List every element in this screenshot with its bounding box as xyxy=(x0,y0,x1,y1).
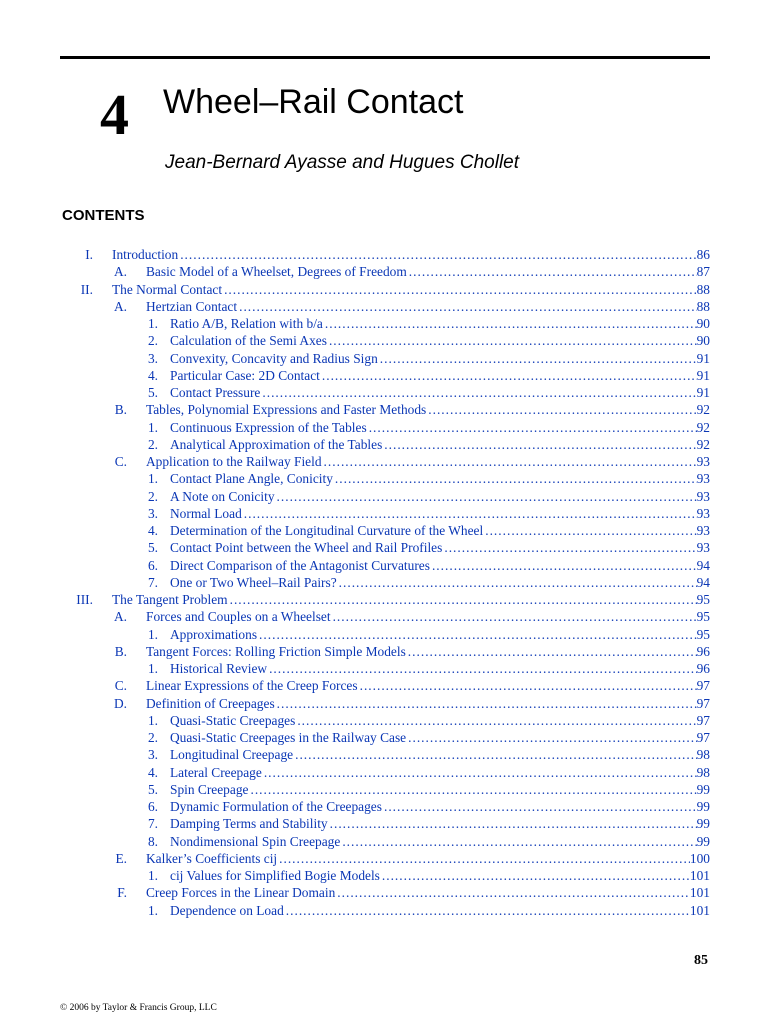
dot-leader xyxy=(237,298,697,315)
toc-entry-title: Longitudinal Creepage xyxy=(170,747,294,763)
toc-entry-number: II. xyxy=(80,281,93,297)
toc-entry-page: 91 xyxy=(696,385,710,400)
toc-entry-title: Approximations xyxy=(170,626,258,642)
dot-leader xyxy=(358,677,697,694)
toc-entry-page: 90 xyxy=(696,333,710,349)
toc-entry-number: 4. xyxy=(147,367,158,383)
toc-entry-number: B. xyxy=(114,402,127,418)
toc-entry-page: 97 xyxy=(696,712,710,728)
toc-entry[interactable] xyxy=(0,505,768,522)
toc-entry-number: 3. xyxy=(147,747,158,763)
toc-entry-page: 100 xyxy=(689,850,710,866)
toc-entry-number: 3. xyxy=(147,350,158,366)
toc-entry-title: Ratio A/B, Relation with b/a xyxy=(170,316,323,331)
toc-entry[interactable] xyxy=(0,884,768,901)
toc-entry-page: 94 xyxy=(696,574,710,590)
toc-entry-number: 1. xyxy=(147,471,158,487)
toc-entry-title: Definition of Creepages xyxy=(146,695,275,711)
toc-entry-number: 6. xyxy=(147,799,158,814)
toc-entry-title: Continuous Expression of the Tables xyxy=(170,419,367,435)
toc-entry-title: Contact Pressure xyxy=(170,385,261,400)
toc-entry-title: Dynamic Formulation of the Creepages xyxy=(170,799,382,814)
toc-entry[interactable] xyxy=(0,902,768,919)
toc-entry-title: One or Two Wheel–Rail Pairs? xyxy=(170,574,337,590)
dot-leader xyxy=(262,764,697,781)
toc-entry-page: 86 xyxy=(696,247,710,262)
toc-entry[interactable] xyxy=(0,850,768,867)
toc-entry-page: 96 xyxy=(696,661,710,676)
toc-entry[interactable] xyxy=(0,695,768,712)
toc-entry-number: 6. xyxy=(147,557,158,573)
toc-entry-page: 95 xyxy=(696,592,710,607)
toc-entry-title: Convexity, Concavity and Radius Sign xyxy=(170,350,378,366)
toc-entry-page: 94 xyxy=(696,557,710,573)
toc-entry-number: C. xyxy=(114,454,127,469)
toc-entry-number: 5. xyxy=(147,385,158,400)
toc-entry-page: 93 xyxy=(696,488,710,504)
toc-entry-title: Spin Creepage xyxy=(170,781,249,797)
toc-entry-number: 8. xyxy=(147,833,158,849)
dot-leader xyxy=(382,798,697,815)
dot-leader xyxy=(337,574,697,591)
toc-entry-page: 88 xyxy=(696,281,710,297)
toc-entry[interactable] xyxy=(0,798,768,815)
toc-entry-page: 92 xyxy=(696,436,710,452)
toc-entry-page: 91 xyxy=(696,367,710,383)
toc-entry[interactable] xyxy=(0,643,768,660)
dot-leader xyxy=(295,712,696,729)
toc-entry[interactable] xyxy=(0,781,768,798)
toc-entry[interactable] xyxy=(0,712,768,729)
toc-entry-page: 91 xyxy=(696,350,710,366)
toc-entry-title: Forces and Couples on a Wheelset xyxy=(146,609,331,625)
toc-entry-number: 2. xyxy=(147,436,158,452)
toc-entry-title: Introduction xyxy=(112,247,179,262)
copyright-notice: © 2006 by Taylor & Francis Group, LLC xyxy=(60,1003,217,1013)
toc-entry-page: 99 xyxy=(696,799,710,814)
chapter-authors: Jean-Bernard Ayasse and Hugues Chollet xyxy=(165,152,520,173)
toc-entry-title: The Tangent Problem xyxy=(112,592,228,607)
toc-entry[interactable] xyxy=(0,436,768,453)
toc-entry-page: 96 xyxy=(696,643,710,659)
dot-leader xyxy=(367,419,697,436)
toc-entry-page: 88 xyxy=(696,298,710,314)
dot-leader xyxy=(248,781,696,798)
toc-entry-title: Direct Comparison of the Antagonist Curvatures xyxy=(170,557,430,573)
dot-leader xyxy=(242,505,697,522)
toc-entry[interactable] xyxy=(0,453,768,470)
dot-leader xyxy=(407,263,697,280)
toc-entry-title: Analytical Approximation of the Tables xyxy=(170,436,383,452)
toc-entry-title: Determination of the Longitudinal Curvature of the Wheel xyxy=(170,523,484,538)
toc-entry-page: 93 xyxy=(696,505,710,521)
toc-entry[interactable] xyxy=(0,557,768,574)
toc-entry-page: 87 xyxy=(696,264,710,280)
toc-entry-title: Contact Point between the Wheel and Rail Profiles xyxy=(170,540,443,556)
toc-entry-page: 93 xyxy=(696,471,710,487)
dot-leader xyxy=(320,367,697,384)
toc-entry[interactable] xyxy=(0,867,768,884)
toc-entry-number: III. xyxy=(76,592,93,607)
toc-entry-page: 92 xyxy=(696,419,710,435)
toc-entry-number: A. xyxy=(113,264,127,280)
toc-entry-number: 5. xyxy=(147,540,158,556)
toc-entry-title: A Note on Conicity xyxy=(170,488,275,504)
toc-entry-title: Creep Forces in the Linear Domain xyxy=(146,885,336,901)
toc-entry-number: A. xyxy=(113,298,127,314)
toc-entry-number: 2. xyxy=(147,730,158,745)
toc-entry[interactable] xyxy=(0,401,768,418)
toc-entry-title: cij Values for Simplified Bogie Models xyxy=(170,868,380,883)
toc-entry[interactable] xyxy=(0,764,768,781)
toc-entry-number: 5. xyxy=(147,781,158,797)
toc-entry-number: 1. xyxy=(147,902,158,918)
toc-entry-page: 99 xyxy=(696,833,710,849)
dot-leader xyxy=(426,401,696,418)
toc-entry-number: 1. xyxy=(147,419,158,435)
toc-entry[interactable] xyxy=(0,470,768,487)
toc-entry-page: 95 xyxy=(696,609,710,625)
toc-entry[interactable] xyxy=(0,660,768,677)
dot-leader xyxy=(331,608,697,625)
toc-entry-title: Application to the Railway Field xyxy=(146,454,322,469)
dot-leader xyxy=(323,315,697,332)
toc-entry-title: Nondimensional Spin Creepage xyxy=(170,833,341,849)
table-of-contents xyxy=(0,246,768,919)
toc-entry-page: 101 xyxy=(689,885,710,901)
toc-entry-number: D. xyxy=(113,695,127,711)
toc-entry-number: 7. xyxy=(147,574,158,590)
toc-entry[interactable] xyxy=(0,350,768,367)
toc-entry-title: Kalker’s Coefficients cij xyxy=(146,850,278,866)
chapter-number: 4 xyxy=(100,82,129,147)
toc-entry-number: C. xyxy=(114,678,127,694)
dot-leader xyxy=(327,332,697,349)
chapter-title: Wheel–Rail Contact xyxy=(163,83,464,121)
toc-entry-page: 95 xyxy=(696,626,710,642)
toc-entry-title: Contact Plane Angle, Conicity xyxy=(170,471,333,487)
dot-leader xyxy=(483,522,696,539)
toc-entry[interactable] xyxy=(0,591,768,608)
dot-leader xyxy=(293,746,697,763)
toc-entry-number: B. xyxy=(114,643,127,659)
toc-entry-number: E. xyxy=(115,850,127,866)
toc-entry-number: 3. xyxy=(147,505,158,521)
dot-leader xyxy=(378,350,697,367)
toc-entry[interactable] xyxy=(0,608,768,625)
dot-leader xyxy=(257,626,697,643)
toc-entry-page: 101 xyxy=(689,902,710,918)
toc-entry-title: Dependence on Load xyxy=(170,902,284,918)
dot-leader xyxy=(328,815,697,832)
toc-entry[interactable] xyxy=(0,263,768,280)
toc-entry-page: 93 xyxy=(696,454,710,469)
toc-entry-page: 93 xyxy=(696,523,710,538)
toc-entry[interactable] xyxy=(0,746,768,763)
dot-leader xyxy=(406,643,697,660)
dot-leader xyxy=(322,453,697,470)
toc-entry-page: 90 xyxy=(696,316,710,331)
toc-entry-number: 7. xyxy=(147,816,158,832)
toc-entry-number: 1. xyxy=(147,712,158,728)
dot-leader xyxy=(275,488,697,505)
dot-leader xyxy=(260,384,696,401)
toc-entry-title: Lateral Creepage xyxy=(170,764,262,780)
toc-entry-page: 99 xyxy=(696,781,710,797)
toc-entry[interactable] xyxy=(0,298,768,315)
dot-leader xyxy=(275,695,697,712)
toc-entry[interactable] xyxy=(0,367,768,384)
toc-entry-number: I. xyxy=(85,247,93,262)
dot-leader xyxy=(333,470,697,487)
toc-entry[interactable] xyxy=(0,677,768,694)
dot-leader xyxy=(380,867,690,884)
dot-leader xyxy=(178,246,696,263)
dot-leader xyxy=(430,557,697,574)
toc-entry-number: 4. xyxy=(147,523,158,538)
toc-entry-number: 2. xyxy=(147,333,158,349)
dot-leader xyxy=(382,436,696,453)
toc-entry[interactable] xyxy=(0,574,768,591)
toc-entry-page: 98 xyxy=(696,764,710,780)
dot-leader xyxy=(228,591,697,608)
toc-entry[interactable] xyxy=(0,522,768,539)
toc-entry-page: 92 xyxy=(696,402,710,418)
toc-entry-page: 97 xyxy=(696,678,710,694)
toc-entry-number: 1. xyxy=(147,316,158,331)
toc-entry[interactable] xyxy=(0,539,768,556)
toc-entry-number: 4. xyxy=(147,764,158,780)
toc-entry-number: F. xyxy=(117,885,127,901)
toc-entry[interactable] xyxy=(0,281,768,298)
dot-leader xyxy=(222,281,697,298)
toc-entry[interactable] xyxy=(0,815,768,832)
toc-entry-page: 93 xyxy=(696,540,710,556)
toc-entry-title: Linear Expressions of the Creep Forces xyxy=(146,678,358,694)
toc-entry[interactable] xyxy=(0,488,768,505)
toc-entry[interactable] xyxy=(0,833,768,850)
dot-leader xyxy=(406,729,696,746)
toc-entry-title: Damping Terms and Stability xyxy=(170,816,328,832)
dot-leader xyxy=(284,902,690,919)
toc-entry-number: 2. xyxy=(147,488,158,504)
toc-entry[interactable] xyxy=(0,315,768,332)
page-number: 85 xyxy=(694,953,708,968)
top-rule xyxy=(60,56,710,59)
dot-leader xyxy=(267,660,697,677)
toc-entry[interactable] xyxy=(0,246,768,263)
toc-entry-page: 98 xyxy=(696,747,710,763)
toc-entry-title: Historical Review xyxy=(170,661,268,676)
toc-entry-title: Hertzian Contact xyxy=(146,298,238,314)
toc-entry-page: 97 xyxy=(696,730,710,745)
toc-entry-page: 101 xyxy=(689,868,710,883)
toc-entry-title: Quasi-Static Creepages in the Railway Case xyxy=(170,730,407,745)
toc-entry-number: A. xyxy=(113,609,127,625)
toc-entry[interactable] xyxy=(0,626,768,643)
toc-entry-title: Particular Case: 2D Contact xyxy=(170,367,320,383)
toc-entry-title: Normal Load xyxy=(170,505,242,521)
dot-leader xyxy=(335,884,690,901)
toc-entry-number: 1. xyxy=(147,661,158,676)
toc-entry-number: 1. xyxy=(147,868,158,883)
dot-leader xyxy=(442,539,696,556)
toc-entry-title: Tangent Forces: Rolling Friction Simple Models xyxy=(146,643,406,659)
toc-entry[interactable] xyxy=(0,332,768,349)
toc-entry-title: Quasi-Static Creepages xyxy=(170,712,296,728)
toc-entry[interactable] xyxy=(0,419,768,436)
dot-leader xyxy=(340,833,696,850)
contents-heading: CONTENTS xyxy=(62,207,145,224)
toc-entry[interactable] xyxy=(0,729,768,746)
toc-entry[interactable] xyxy=(0,384,768,401)
toc-entry-number: 1. xyxy=(147,626,158,642)
toc-entry-page: 97 xyxy=(696,695,710,711)
dot-leader xyxy=(277,850,690,867)
toc-entry-title: Basic Model of a Wheelset, Degrees of Freedom xyxy=(146,264,407,280)
toc-entry-page: 99 xyxy=(696,816,710,832)
toc-entry-title: The Normal Contact xyxy=(112,281,223,297)
toc-entry-title: Tables, Polynomial Expressions and Faster Methods xyxy=(146,402,427,418)
toc-entry-title: Calculation of the Semi Axes xyxy=(170,333,327,349)
